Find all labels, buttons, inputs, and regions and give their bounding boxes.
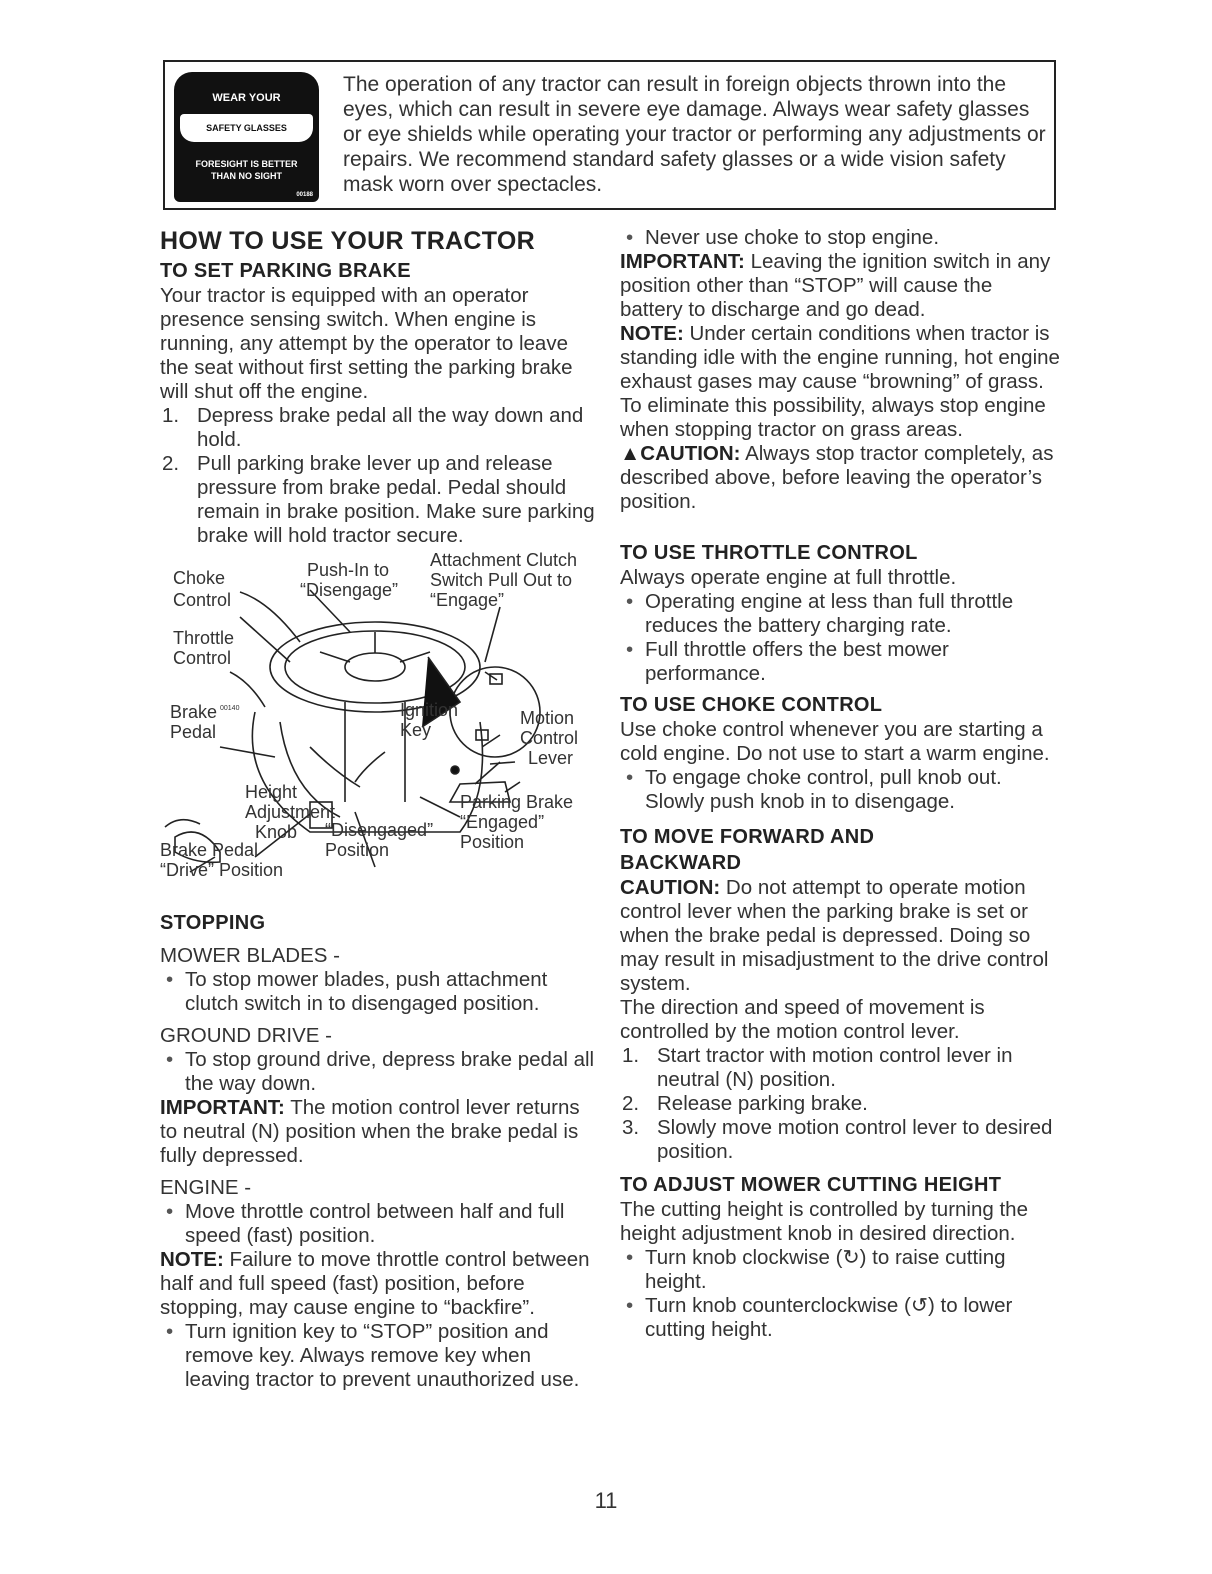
height-list <box>620 1246 1060 1342</box>
stopping-heading: STOPPING <box>160 912 266 934</box>
note-label: NOTE: <box>620 322 684 345</box>
note-browning <box>620 322 1060 442</box>
step-number: 2. <box>622 1092 640 1115</box>
throttle-list <box>620 590 1060 686</box>
label-pedal: Pedal <box>170 722 217 742</box>
label-attachment-clutch: Attachment Clutch <box>430 550 578 570</box>
list-item: • Move throttle control between half and full speed (fast) position. <box>160 1200 600 1248</box>
choke-warning-list <box>620 226 1060 250</box>
note-text: Failure to move throttle control between half and full speed (fast) position, before stopping, may cause engine to “backfire”. <box>160 1248 590 1319</box>
list-item: • Operating engine at less than full throttle reduces the battery charging rate. <box>620 590 1060 638</box>
throttle-heading: TO USE THROTTLE CONTROL <box>620 542 918 564</box>
left-column <box>160 226 600 1392</box>
page-title: HOW TO USE YOUR TRACTOR <box>160 227 535 255</box>
warning-triangle-icon: ▲ <box>620 442 641 465</box>
badge-line-3b: THAN NO SIGHT <box>211 171 282 181</box>
list-item <box>620 1044 1060 1092</box>
engine-note <box>160 1248 600 1320</box>
parking-brake-heading: TO SET PARKING BRAKE <box>160 260 411 282</box>
label-push-in: Push-In to <box>307 560 390 580</box>
height-intro: The cutting height is controlled by turning the height adjustment knob in desired direction. <box>620 1198 1028 1245</box>
move-caution <box>620 876 1060 996</box>
label-engage: “Engage” <box>430 590 505 610</box>
choke-heading: TO USE CHOKE CONTROL <box>620 694 883 716</box>
page-number: 11 <box>594 1488 618 1513</box>
list-item <box>620 1092 1060 1116</box>
important-label: IMPORTANT: <box>620 250 745 273</box>
label-ignition: Ignition <box>400 700 459 720</box>
ground-drive-label: GROUND DRIVE - <box>160 1024 332 1047</box>
caution-text: Always stop tractor completely, as described above, before leaving the operator’s position. <box>620 442 1054 513</box>
note-label: NOTE: <box>160 1248 224 1271</box>
engine-list <box>160 1200 600 1248</box>
list-item: • To stop mower blades, push attachment clutch switch in to disengaged position. <box>160 968 600 1016</box>
label-brake: Brake <box>170 702 218 722</box>
important-ignition <box>620 250 1060 322</box>
badge-code: 00188 <box>296 192 313 198</box>
parking-steps <box>160 404 600 548</box>
list-item: • Turn knob clockwise (↻) to raise cutting height. <box>620 1246 1060 1294</box>
step-text: Start tractor with motion control lever in neutral (N) position. <box>657 1044 1013 1091</box>
move-heading-1: TO MOVE FORWARD AND <box>620 826 875 848</box>
choke-intro: Use choke control whenever you are starting a cold engine. Do not use to start a warm engine. <box>620 718 1050 765</box>
mower-blades-label: MOWER BLADES - <box>160 944 340 967</box>
label-brake-pedal: Brake Pedal <box>160 840 259 860</box>
label-lever: Lever <box>528 748 574 768</box>
label-position-2: Position <box>460 832 525 852</box>
warning-text: The operation of any tractor can result in foreign objects thrown into the eyes, which can result in severe eye damage. Always wear safety glasses or eye shields while operating your tractor or performing any adjustments or repairs. We recommend standard safety glasses or a wide vision safety mask worn over spectacles. <box>343 73 1046 196</box>
parking-intro: Your tractor is equipped with an operator presence sensing switch. When engine is running, any attempt by the operator to leave the seat without first setting the parking brake will shut off the engine. <box>160 284 573 403</box>
note-text: Under certain conditions when tractor is standing idle with the engine running, hot engine exhaust gases may cause “browning” of grass. To eliminate this possibility, always stop engine when stopping tractor on grass areas. <box>620 322 1060 441</box>
list-item: • Never use choke to stop engine. <box>620 226 1060 250</box>
move-intro: The direction and speed of movement is controlled by the motion control lever. <box>620 996 985 1043</box>
caution-label: CAUTION: <box>640 442 741 465</box>
label-disengage: “Disengage” <box>300 580 399 600</box>
caution-stop <box>620 442 1060 514</box>
label-drive-position: “Drive” Position <box>160 860 284 880</box>
important-text: The motion control lever returns to neutral (N) position when the brake pedal is fully depressed. <box>160 1096 580 1167</box>
badge-line-3 <box>174 158 319 182</box>
list-item: • Turn ignition key to “STOP” position and remove key. Always remove key when leaving tractor to prevent unauthorized use. <box>160 1320 600 1392</box>
list-item: • To engage choke control, pull knob out. Slowly push knob in to disengage. <box>620 766 1060 814</box>
label-throttle: Throttle <box>173 628 235 648</box>
label-switch-pull-out: Switch Pull Out to <box>430 570 573 590</box>
list-item: • Full throttle offers the best mower performance. <box>620 638 1060 686</box>
badge-line-1: WEAR YOUR <box>212 92 281 104</box>
mower-blades-list <box>160 968 600 1016</box>
engine-label: ENGINE - <box>160 1176 252 1199</box>
step-number: 1. <box>622 1044 640 1067</box>
label-height: Height <box>245 782 298 802</box>
controls-figure <box>160 552 600 910</box>
step-text: Slowly move motion control lever to desired position. <box>657 1116 1053 1163</box>
list-item: • Turn knob counterclockwise (↺) to lower cutting height. <box>620 1294 1060 1342</box>
label-motion: Motion <box>520 708 575 728</box>
move-steps <box>620 1044 1060 1164</box>
label-disengaged: “Disengaged” <box>325 820 434 840</box>
safety-warning-box <box>163 60 1056 210</box>
step-text: Release parking brake. <box>657 1092 868 1115</box>
right-column <box>620 226 1060 1342</box>
label-key: Key <box>400 720 432 740</box>
label-position-1: Position <box>325 840 390 860</box>
choke-list <box>620 766 1060 814</box>
step-number: 3. <box>622 1116 640 1139</box>
label-adjustment: Adjustment <box>245 802 336 822</box>
throttle-intro: Always operate engine at full throttle. <box>620 566 957 589</box>
important-label: IMPORTANT: <box>160 1096 285 1119</box>
ground-drive-list <box>160 1048 600 1096</box>
list-item: • To stop ground drive, depress brake pedal all the way down. <box>160 1048 600 1096</box>
list-item <box>620 1116 1060 1164</box>
step-number: 1. <box>162 404 180 427</box>
list-item <box>160 452 600 548</box>
badge-glasses: SAFETY GLASSES <box>180 114 313 142</box>
label-knob: Knob <box>255 822 298 842</box>
caution-label: CAUTION: <box>620 876 721 899</box>
list-item <box>160 404 600 452</box>
label-engaged: “Engaged” <box>460 812 545 832</box>
step-text: Pull parking brake lever up and release pressure from brake pedal. Pedal should remain in brake position. Make sure parking brake will hold tractor secure. <box>197 452 595 547</box>
step-text: Depress brake pedal all the way down and hold. <box>197 404 584 451</box>
label-control: Control <box>520 728 579 748</box>
safety-glasses-badge <box>174 72 319 202</box>
badge-line-3a: FORESIGHT IS BETTER <box>195 159 298 169</box>
move-heading-2: BACKWARD <box>620 852 742 874</box>
label-choke: Choke <box>173 568 226 588</box>
important-text: Leaving the ignition switch in any position other than “STOP” will cause the battery to discharge and go dead. <box>620 250 1051 321</box>
figure-code: 00140 <box>220 705 240 712</box>
label-parking-brake: Parking Brake <box>460 792 574 812</box>
caution-text: Do not attempt to operate motion control lever when the parking brake is set or when the brake pedal is depressed. Doing so may result in misadjustment to the drive control system. <box>620 876 1049 995</box>
step-number: 2. <box>162 452 180 475</box>
key-list <box>160 1320 600 1392</box>
important-note <box>160 1096 600 1168</box>
label-throttle-control: Control <box>173 648 232 668</box>
label-choke-control: Control <box>173 590 232 610</box>
height-heading: TO ADJUST MOWER CUTTING HEIGHT <box>620 1174 1002 1196</box>
